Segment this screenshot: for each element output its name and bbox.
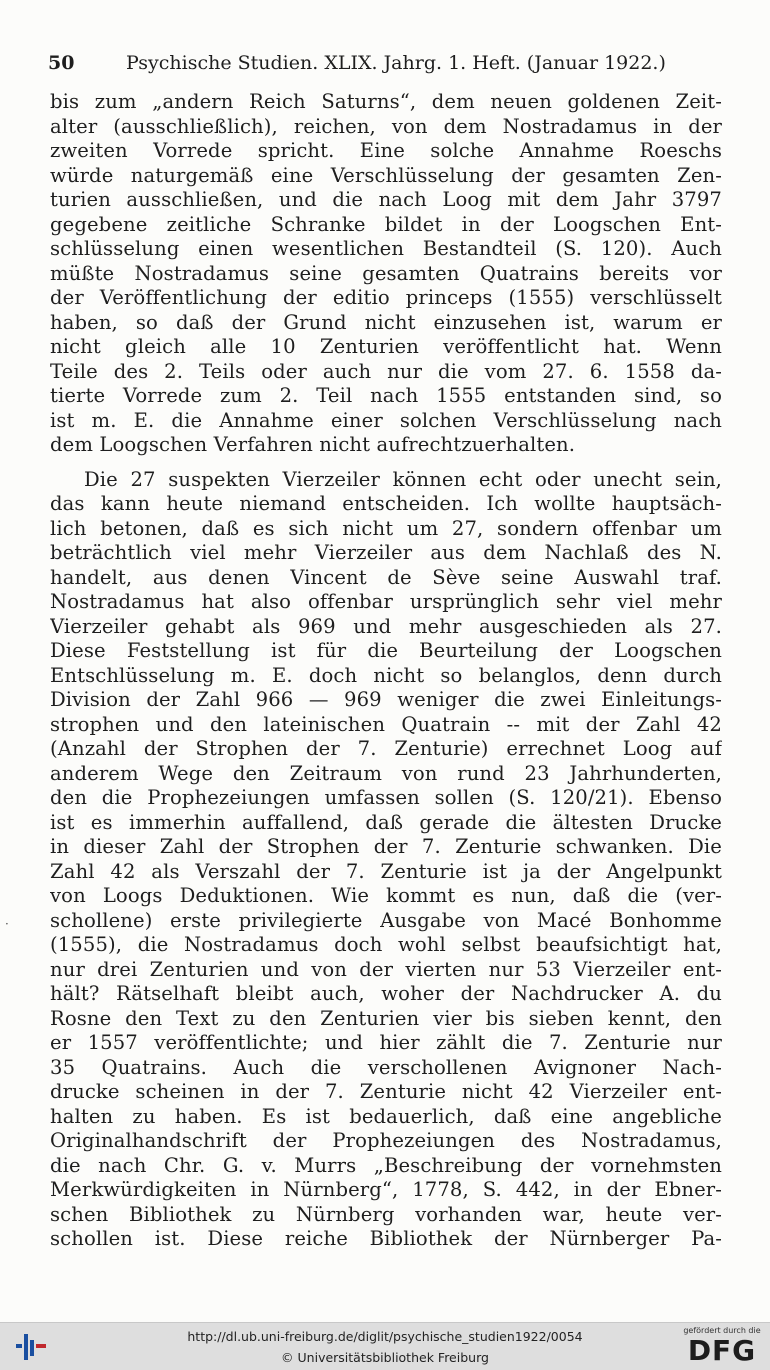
text-line: Rosne den Text zu den Zenturien vier bis sieben kennt, den: [50, 1006, 722, 1030]
sponsor-caption: gefördert durch die: [683, 1326, 761, 1335]
text-line: Teile des 2. Teils oder auch nur die vom 27. 6. 1558 da-: [50, 359, 722, 383]
text-line: ist m. E. die Annahme einer solchen Verschlüsselung nach: [50, 408, 722, 432]
text-line: den die Prophezeiungen umfassen sollen (S. 120/21). Ebenso: [50, 786, 722, 809]
dfg-logo: [680, 1326, 764, 1368]
text-line: drucke scheinen in der 7. Zenturie nicht 42 Vierzeiler ent-: [50, 1080, 722, 1103]
text-line: Die 27 suspekten Vierzeiler können echt oder unecht sein,: [84, 467, 722, 491]
text-line: (1555), die Nostradamus doch wohl selbst beaufsichtigt hat,: [50, 933, 722, 956]
running-title: Psychische Studien. XLIX. Jahrg. 1. Heft. (Januar 1922.): [126, 52, 666, 74]
text-line: schlüsselung einen wesentlichen Bestandteil (S. 120). Auch: [50, 237, 722, 260]
text-line: von Loogs Deduktionen. Wie kommt es nun, daß die (ver-: [50, 884, 722, 907]
permalink-url[interactable]: http://dl.ub.uni-freiburg.de/diglit/psychische_studien1922/0054: [187, 1329, 583, 1344]
text-line: (Anzahl der Strophen der 7. Zenturie) errechnet Loog auf: [50, 737, 722, 760]
page-number: 50: [48, 52, 75, 74]
text-line: lich betonen, daß es sich nicht um 27, sondern offenbar um: [50, 516, 722, 540]
margin-mark: ·: [5, 917, 9, 931]
text-line: zweiten Vorrede spricht. Eine solche Annahme Roeschs: [50, 139, 722, 162]
dfg-wordmark: DFG: [687, 1334, 757, 1367]
text-line: er 1557 veröffentlichte; und hier zählt die 7. Zenturie nur: [50, 1031, 722, 1054]
text-line: müßte Nostradamus seine gesamten Quatrains bereits vor: [50, 261, 722, 285]
text-line: strophen und den lateinischen Quatrain -- mit der Zahl 42: [50, 712, 722, 736]
text-line: 35 Quatrains. Auch die verschollenen Avignoner Nach-: [50, 1055, 722, 1079]
text-line: nur drei Zenturien und von der vierten nur 53 Vierzeiler ent-: [50, 957, 722, 981]
text-line: ist es immerhin auffallend, daß gerade die ältesten Drucke: [50, 810, 722, 834]
text-line: Nostradamus hat also offenbar ursprünglich sehr viel mehr: [50, 590, 722, 613]
text-line: Division der Zahl 966 — 969 weniger die zwei Einleitungs-: [50, 688, 722, 711]
copyright-notice: © Universitätsbibliothek Freiburg: [281, 1350, 489, 1365]
text-line: schen Bibliothek zu Nürnberg vorhanden war, heute ver-: [50, 1202, 722, 1226]
text-line: hält? Rätselhaft bleibt auch, woher der Nachdrucker A. du: [50, 982, 722, 1005]
text-line: alter (ausschließlich), reichen, von dem Nostradamus in der: [50, 114, 722, 138]
text-line: Entschlüsselung m. E. doch nicht so belanglos, denn durch: [50, 663, 722, 687]
text-line: dem Loogschen Verfahren nicht aufrechtzuerhalten.: [50, 433, 576, 456]
text-line: die nach Chr. G. v. Murrs „Beschreibung der vornehmsten: [50, 1153, 722, 1177]
text-line: Vierzeiler gehabt als 969 und mehr ausgeschieden als 27.: [50, 614, 722, 638]
text-line: gegebene zeitliche Schranke bildet in der Loogschen Ent-: [50, 212, 722, 236]
text-line: handelt, aus denen Vincent de Sève seine Auswahl traf.: [50, 565, 722, 589]
text-line: Originalhandschrift der Prophezeiungen des Nostradamus,: [50, 1129, 722, 1152]
text-line: haben, so daß der Grund nicht einzusehen ist, warum er: [50, 310, 722, 334]
text-line: beträchtlich viel mehr Vierzeiler aus dem Nachlaß des N.: [50, 541, 722, 564]
text-line: nicht gleich alle 10 Zenturien veröffentlicht hat. Wenn: [50, 335, 722, 358]
text-line: in dieser Zahl der Strophen der 7. Zenturie schwanken. Die: [50, 835, 722, 858]
text-line: der Veröffentlichung der editio princeps (1555) verschlüsselt: [50, 286, 722, 309]
text-line: Zahl 42 als Verszahl der 7. Zenturie ist ja der Angelpunkt: [50, 859, 722, 883]
viewer-footer: [0, 1322, 770, 1370]
text-line: schollene) erste privilegierte Ausgabe von Macé Bonhomme: [50, 908, 722, 932]
running-header: [48, 52, 666, 82]
text-line: bis zum „andern Reich Saturns“, dem neuen goldenen Zeit-: [50, 90, 722, 113]
body-text: [50, 90, 722, 1252]
text-line: Diese Feststellung ist für die Beurteilung der Loogschen: [50, 639, 722, 662]
text-line: schollen ist. Diese reiche Bibliothek der Nürnberger Pa-: [50, 1227, 722, 1250]
text-line: würde naturgemäß eine Verschlüsselung der gesamten Zen-: [50, 163, 722, 187]
text-line: anderem Wege den Zeitraum von rund 23 Jahrhunderten,: [50, 761, 722, 785]
text-line: das kann heute niemand entscheiden. Ich wollte hauptsäch-: [50, 492, 722, 515]
text-line: Merkwürdigkeiten in Nürnberg“, 1778, S. 442, in der Ebner-: [50, 1178, 722, 1201]
text-line: tierte Vorrede zum 2. Teil nach 1555 entstanden sind, so: [50, 384, 722, 407]
text-line: turien ausschließen, und die nach Loog mit dem Jahr 3797: [50, 188, 722, 211]
paragraph-1: [50, 90, 722, 458]
text-line: halten zu haben. Es ist bedauerlich, daß eine angebliche: [50, 1104, 722, 1128]
paragraph-2: [50, 468, 722, 1252]
